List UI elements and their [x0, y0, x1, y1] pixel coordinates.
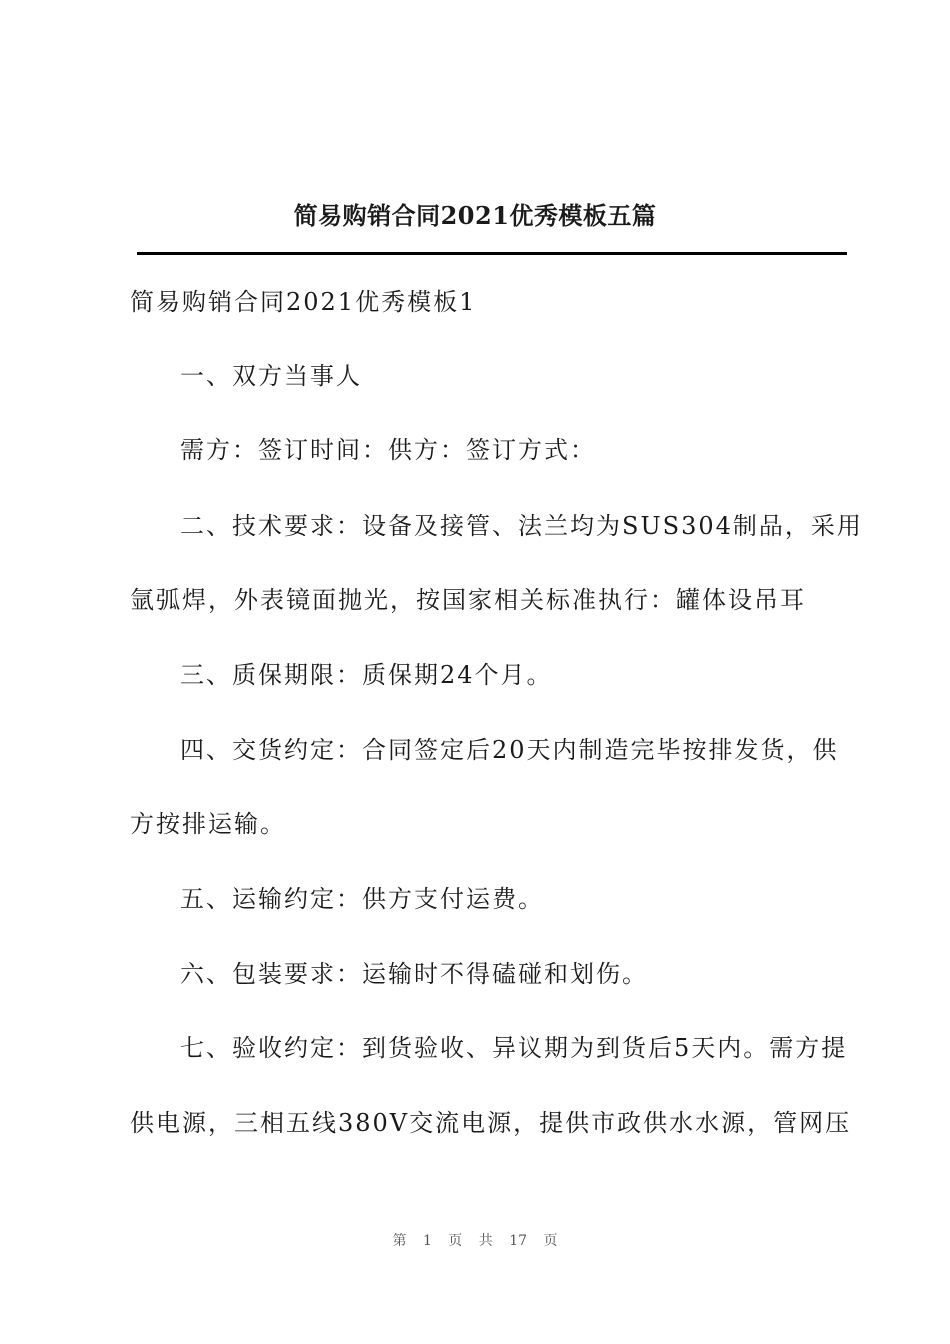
paragraph-line: 氩弧焊，外表镜面抛光，按国家相关标准执行：罐体设吊耳	[130, 586, 806, 614]
section-heading: 简易购销合同2021优秀模板1	[130, 288, 477, 316]
paragraph-line: 方按排运输。	[130, 810, 286, 838]
paragraph-line: 需方：签订时间：供方：签订方式：	[180, 436, 596, 464]
title-divider	[137, 252, 847, 255]
paragraph-line: 四、交货约定：合同签定后20天内制造完毕按排发货，供	[180, 736, 839, 764]
paragraph-line: 七、验收约定：到货验收、异议期为到货后5天内。需方提	[180, 1034, 848, 1062]
paragraph-line: 供电源，三相五线380V交流电源，提供市政供水水源，管网压	[130, 1109, 852, 1137]
paragraph-line: 六、包装要求：运输时不得磕碰和划伤。	[180, 960, 648, 988]
paragraph-line: 五、运输约定：供方支付运费。	[180, 885, 544, 913]
paragraph-line: 二、技术要求：设备及接管、法兰均为SUS304制品，采用	[180, 512, 863, 540]
paragraph-line: 一、双方当事人	[180, 362, 362, 390]
document-title: 简易购销合同2021优秀模板五篇	[293, 201, 657, 230]
page-number-footer: 第 1 页 共 17 页	[392, 1233, 558, 1249]
paragraph-line: 三、质保期限：质保期24个月。	[180, 661, 553, 689]
